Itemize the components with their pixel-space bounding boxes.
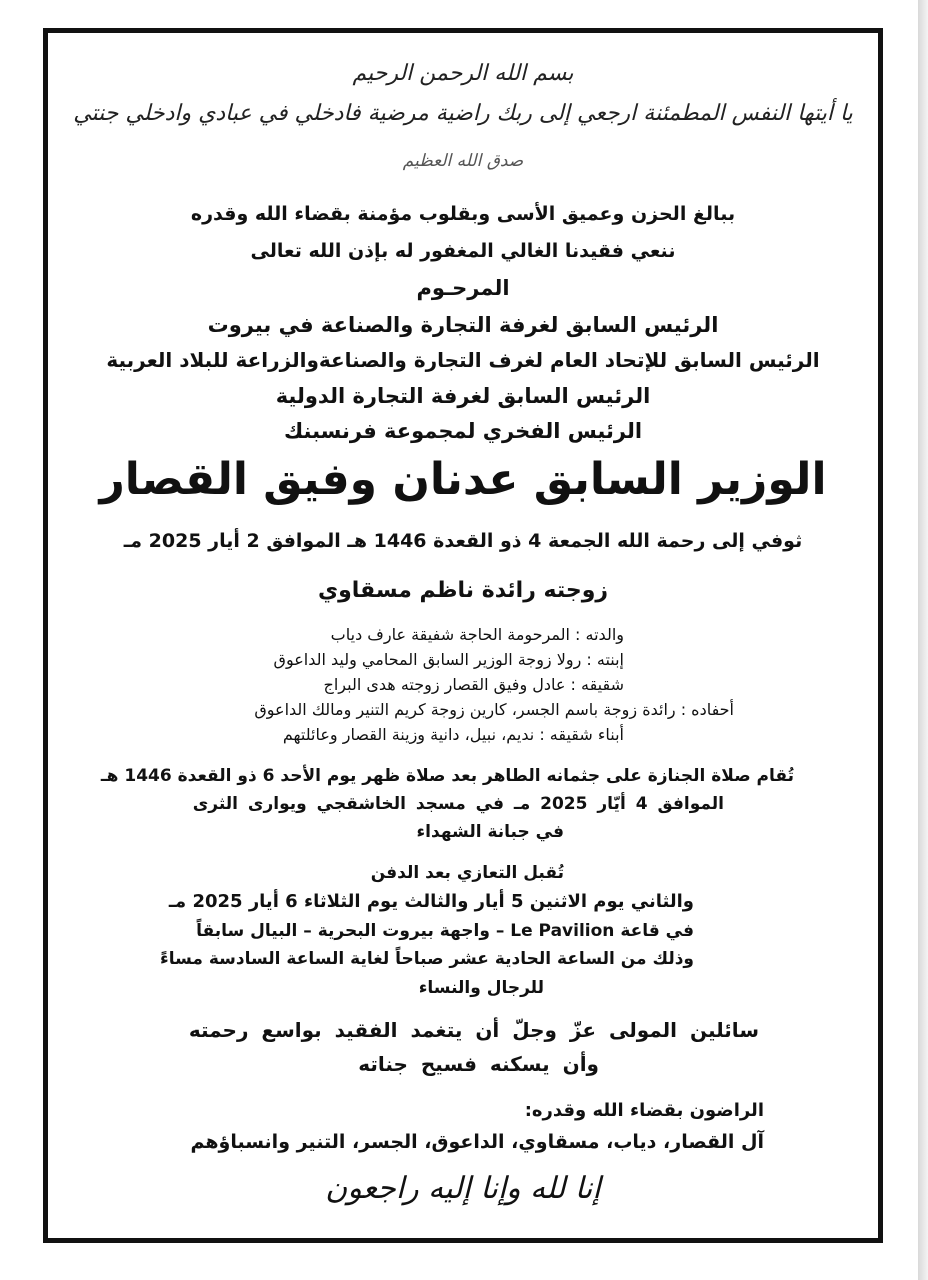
title-line-1: الرئيس السابق لغرفة التجارة والصناعة في بيروت bbox=[207, 313, 719, 337]
mourners-title: الراضون بقضاء الله وقدره: bbox=[524, 1100, 764, 1121]
wife-name: زوجته رائدة ناظم مسقاوي bbox=[317, 578, 609, 603]
prayer-line-2: وأن يسكنه فسيح جناته bbox=[358, 1052, 599, 1076]
title-line-3: الرئيس السابق لغرفة التجارة الدولية bbox=[275, 384, 651, 408]
prayer-line-1: سائلين المولى عزّ وجلّ أن يتغمد الفقيد بواسع رحمته bbox=[188, 1018, 759, 1042]
condolences-audience: للرجال والنساء bbox=[418, 978, 544, 998]
family-nephews: أبناء شقيقه : نديم، نبيل، دانية وزينة القصار وعائلتهم bbox=[282, 725, 624, 744]
intro-line-1: ببالغ الحزن وعميق الأسى وبقلوب مؤمنة بقضاء الله وقدره bbox=[190, 203, 736, 225]
condolences-venue bbox=[48, 921, 694, 941]
funeral-line-2: الموافق 4 أيّار 2025 مـ في مسجد الخاشقجي ويوارى الثرى bbox=[192, 794, 724, 814]
venue-name: Le Pavilion bbox=[510, 921, 615, 941]
condolences-days: والثاني يوم الاثنين 5 أيار والثالث يوم الثلاثاء 6 أيار 2025 مـ bbox=[168, 891, 694, 912]
mourners-families: آل القصار، دياب، مسقاوي، الداعوق، الجسر، التنير وانسباؤهم bbox=[190, 1131, 764, 1153]
page-edge-shadow bbox=[918, 0, 928, 1280]
quran-verse-calligraphy: يا أيتها النفس المطمئنة ارجعي إلى ربك راضية مرضية فادخلي في عبادي وادخلي جنتي bbox=[73, 101, 853, 126]
funeral-line-1: تُقام صلاة الجنازة على جثمانه الطاهر بعد صلاة ظهر يوم الأحد 6 ذو القعدة 1446 هـ bbox=[100, 766, 794, 786]
death-date: ثوفي إلى رحمة الله الجمعة 4 ذو القعدة 1446 هـ الموافق 2 أيار 2025 مـ bbox=[123, 530, 803, 552]
family-grandchildren: أحفاده : رائدة زوجة باسم الجسر، كارين زوجة كريم التنير ومالك الداعوق bbox=[254, 700, 734, 719]
title-line-4: الرئيس الفخري لمجموعة فرنسبنك bbox=[283, 419, 643, 443]
late-label: المرحـوم bbox=[416, 276, 510, 300]
family-brother: شقيقه : عادل وفيق القصار زوجته هدى البراج bbox=[323, 675, 624, 694]
condolences-title: تُقبل التعازي بعد الدفن bbox=[370, 863, 564, 883]
condolences-hours: وذلك من الساعة الحادية عشر صباحاً لغاية الساعة السادسة مساءً bbox=[160, 949, 694, 969]
funeral-line-3: في جبانة الشهداء bbox=[416, 822, 564, 842]
deceased-name: الوزير السابق عدنان وفيق القصار bbox=[99, 454, 827, 505]
family-daughter: إبنته : رولا زوجة الوزير السابق المحامي وليد الداعوق bbox=[273, 650, 624, 669]
family-mother: والدته : المرحومة الحاجة شفيقة عارف دياب bbox=[330, 625, 624, 644]
sadaqa-calligraphy: صدق الله العظيم bbox=[402, 151, 524, 171]
footer-calligraphy: إنا لله وإنا إليه راجعون bbox=[325, 1171, 601, 1206]
venue-suffix: – واجهة بيروت البحرية – البيال سابقاً bbox=[196, 921, 505, 941]
title-line-2: الرئيس السابق للإتحاد العام لغرف التجارة والصناعةوالزراعة للبلاد العربية bbox=[106, 348, 820, 372]
intro-line-2: ننعي فقيدنا الغالي المغفور له بإذن الله تعالى bbox=[250, 240, 676, 262]
obituary-frame bbox=[43, 28, 883, 1243]
venue-prefix: في قاعة bbox=[620, 921, 694, 941]
basmala-calligraphy: بسم الله الرحمن الرحيم bbox=[352, 61, 574, 86]
